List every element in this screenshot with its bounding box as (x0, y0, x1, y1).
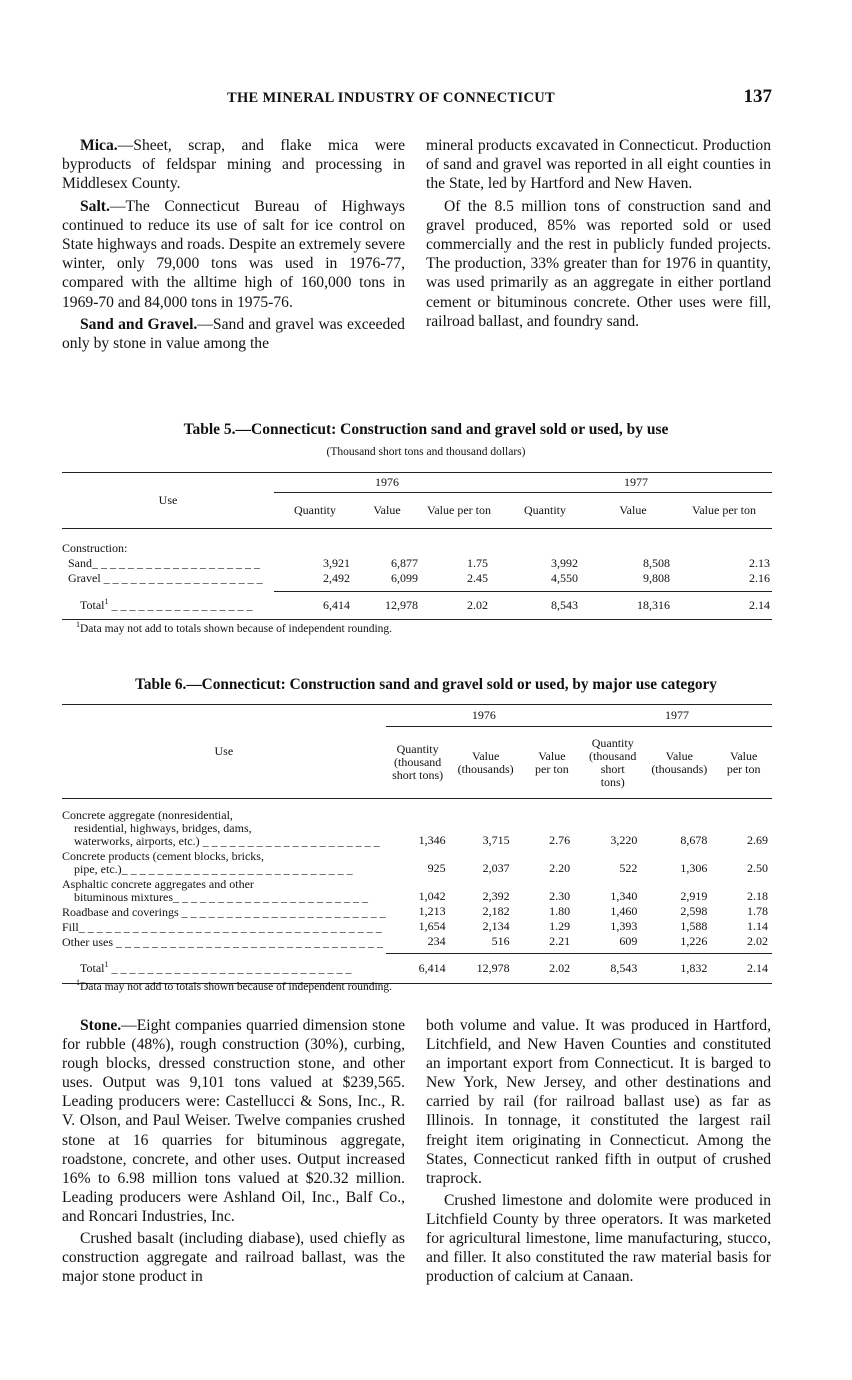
cell: 2.14 (749, 598, 770, 612)
cell: 2.45 (467, 570, 488, 585)
sand-gravel-continued: mineral products excavated in Connecticut. Production of sand and gravel was reported in all eight counties in the State, led by Hartford and New Haven. (426, 137, 771, 193)
cell: 2.13 (749, 555, 770, 570)
cell: 3,992 (551, 555, 578, 570)
table-row (62, 556, 772, 571)
running-title: THE MINERAL INDUSTRY OF CONNECTICUT (227, 90, 555, 106)
table5-col-vpt-1976: Value per ton (418, 493, 500, 529)
row-label: Other uses _ _ _ _ _ _ _ _ _ _ _ _ _ _ _ _ _ _ _ _ _ _ _ _ _ _ _ _ _ _ (62, 934, 383, 949)
cell: 12,978 (476, 961, 510, 975)
cell: 2,919 (680, 888, 708, 903)
row-label: Sand_ _ _ _ _ _ _ _ _ _ _ _ _ _ _ _ _ _ _ (68, 555, 260, 570)
table5-col-quantity-1977: Quantity (500, 493, 590, 529)
cell: 234 (427, 933, 446, 948)
table6-col-vpt-1977: Value per ton (715, 727, 772, 799)
table5-group-label: Construction: (62, 540, 128, 555)
sand-gravel-paragraph: Sand and Gravel.—Sand and gravel was exceeded only by stone in value among the (62, 315, 405, 353)
table5-col-value-1976: Value (356, 493, 418, 529)
table-row (62, 876, 772, 904)
row-label: Gravel _ _ _ _ _ _ _ _ _ _ _ _ _ _ _ _ _ _ (68, 570, 263, 585)
cell: 8,678 (680, 832, 708, 847)
stone-paragraph: Stone.—Eight companies quarried dimension stone for rubble (48%), rough construction (30%), curbing, rough blocks, dressed construction stone, and other uses. Output was 9,101 tons valued at $239,565. Leading producers were: Castellucci & Sons, Inc., R. V. Olson, and Paul Weiser. Twelve companies crushed stone at 16 quarries for bituminous aggregate, roadstone, concrete, and other uses. Output increased 16% to 6.98 million tons valued at $20.32 million. Leading producers were Ashland Oil, Inc., Balf Co., and Roncari Industries, Inc. (62, 1017, 405, 1225)
cell: 2.18 (747, 888, 768, 903)
row-label: Concrete aggregate (nonresidential, residential, highways, bridges, dams, waterworks, airports, etc.) _ _ _ _ _ _ _ _ _ _ _ _ _ _ _ _ _ _ _ _ (62, 807, 380, 848)
cell: 2,037 (482, 860, 510, 875)
table5-footnote: $^1$Data may not add to totals shown because of independent rounding. (76, 620, 393, 635)
cell: 1.14 (747, 918, 768, 933)
cell: 2.02 (467, 598, 488, 612)
table6-footnote: $^1$Data may not add to totals shown because of independent rounding. (76, 978, 393, 993)
mica-paragraph: Mica.—Sheet, scrap, and flake mica were byproducts of feldspar mining and processing in Middlesex County. (62, 137, 405, 193)
cell: 6,877 (391, 555, 418, 570)
row-label: Total$^1$ _ _ _ _ _ _ _ _ _ _ _ _ _ _ _ _ _ _ _ _ _ _ _ _ _ _ _ (80, 960, 352, 976)
cell: 2.76 (549, 832, 571, 847)
cell: 1,306 (680, 860, 708, 875)
table6-col-quantity-1976: Quantity (thousand short tons) (386, 727, 450, 799)
cell: 8,508 (643, 555, 670, 570)
cell: 1.29 (549, 918, 571, 933)
cell: 609 (619, 933, 638, 948)
cell: 18,316 (637, 598, 670, 612)
page-number: 137 (743, 86, 772, 107)
cell: 2.50 (747, 860, 768, 875)
table6-col-value-1976: Value (thousands) (450, 727, 522, 799)
table5-year-1976: 1976 (274, 473, 500, 493)
cell: 925 (427, 860, 446, 875)
construction-sand-paragraph: Of the 8.5 million tons of construction sand and gravel produced, 85% was reported sold or used commercially and the rest in publicly funded projects. The production, 33% greater than for 1976 in quantity, was used primarily as an aggregate in either portland cement or bituminous concrete. Other uses were fill, railroad ballast, and foundry sand. (426, 197, 771, 330)
cell: 1,654 (418, 918, 446, 933)
table5-caption: Table 5.—Connecticut: Construction sand and gravel sold or used, by use (183, 421, 669, 438)
table-row (62, 571, 772, 586)
basalt-continued-paragraph: both volume and value. It was produced in Hartford, Litchfield, and New Haven Counties and constituted an important export from Connecticut. It is barged to New York, New Jersey, and other destinations and carried by rail (for railroad ballast use) as far as Illinois. In tonnage, it constituted the largest rail freight item originating in Connecticut. Among the States, Connecticut ranked fifth in output of crushed traprock. (426, 1017, 771, 1187)
cell: 2,392 (482, 888, 510, 903)
cell: 3,921 (323, 555, 350, 570)
table5-group-row (62, 541, 772, 556)
table-row (62, 809, 772, 848)
cell: 1,340 (610, 888, 638, 903)
table-row (62, 919, 772, 934)
table6-year-1976: 1976 (386, 705, 582, 727)
cell: 1,832 (680, 961, 708, 975)
cell: 516 (491, 933, 510, 948)
salt-paragraph: Salt.—The Connecticut Bureau of Highways continued to reduce its use of salt for ice control on State highways and roads. Despite an extremely severe winter, only 79,000 tons was used in 1976-77, compared with the alltime high of 160,000 tons in 1969-70 and 84,000 tons in 1975-76. (62, 197, 405, 311)
table5 (62, 472, 772, 620)
cell: 1,346 (418, 832, 446, 847)
cell: 1.78 (747, 903, 768, 918)
cell: 6,099 (391, 570, 418, 585)
cell: 1.75 (467, 555, 488, 570)
table6 (62, 704, 772, 984)
table5-year-1977: 1977 (500, 473, 772, 493)
top-left-column (62, 136, 405, 356)
cell: 1.80 (549, 903, 571, 918)
cell: 2.69 (747, 832, 768, 847)
row-label: Concrete products (cement blocks, bricks, pipe, etc.)_ _ _ _ _ _ _ _ _ _ _ _ _ _ _ _ _ _ _ _ _ _ _ _ _ _ (62, 848, 353, 876)
table-row (62, 848, 772, 876)
table6-col-value-1977: Value (thousands) (643, 727, 715, 799)
cell: 8,543 (551, 598, 578, 612)
crushed-basalt-paragraph: Crushed basalt (including diabase), used chiefly as construction aggregate and railroad ballast, was the major stone product in (62, 1230, 405, 1286)
cell: 2,134 (482, 918, 510, 933)
row-label: Fill_ _ _ _ _ _ _ _ _ _ _ _ _ _ _ _ _ _ _ _ _ _ _ _ _ _ _ _ _ _ _ _ _ _ (62, 919, 382, 934)
table5-col-value-1977: Value (590, 493, 676, 529)
cell: 2,598 (680, 903, 708, 918)
cell: 2.02 (747, 933, 768, 948)
table5-use-header: Use (62, 473, 274, 529)
cell: 8,543 (610, 961, 638, 975)
cell: 3,220 (610, 832, 638, 847)
top-right-column (426, 136, 771, 334)
cell: 2.21 (549, 933, 571, 948)
cell: 6,414 (418, 961, 446, 975)
table6-col-quantity-1977: Quantity (thousand short tons) (582, 727, 643, 799)
cell: 1,588 (680, 918, 708, 933)
cell: 2.02 (549, 961, 571, 975)
table5-col-vpt-1977: Value per ton (676, 493, 772, 529)
table6-year-1977: 1977 (582, 705, 772, 727)
page-header (62, 86, 772, 112)
table6-col-vpt-1976: Value per ton (522, 727, 582, 799)
cell: 522 (619, 860, 638, 875)
bottom-left-column (62, 1016, 405, 1289)
cell: 1,393 (610, 918, 638, 933)
table5-subtitle: (Thousand short tons and thousand dollars) (326, 446, 526, 458)
cell: 1,460 (610, 903, 638, 918)
cell: 4,550 (551, 570, 578, 585)
cell: 3,715 (482, 832, 510, 847)
cell: 1,042 (418, 888, 446, 903)
cell: 2.20 (549, 860, 571, 875)
table-row (62, 934, 772, 949)
cell: 2.14 (747, 961, 768, 975)
cell: 12,978 (385, 598, 418, 612)
table5-total-row (62, 592, 772, 620)
row-label: Asphaltic concrete aggregates and other bituminous mixtures_ _ _ _ _ _ _ _ _ _ _ _ _ _ _ _ _ _ _ _ _ _ (62, 876, 368, 904)
row-label: Total$^1$ _ _ _ _ _ _ _ _ _ _ _ _ _ _ _ _ (80, 597, 253, 613)
cell: 2.16 (749, 570, 770, 585)
cell: 2,492 (323, 570, 350, 585)
cell: 2.30 (549, 888, 571, 903)
cell: 6,414 (323, 598, 350, 612)
cell: 1,226 (680, 933, 708, 948)
cell: 1,213 (418, 903, 446, 918)
table6-caption: Table 6.—Connecticut: Construction sand and gravel sold or used, by major use category (135, 676, 717, 693)
bottom-right-column (426, 1016, 771, 1289)
table5-col-quantity-1976: Quantity (274, 493, 356, 529)
table6-use-header: Use (62, 705, 386, 799)
table-row (62, 904, 772, 919)
cell: 2,182 (482, 903, 510, 918)
cell: 9,808 (643, 570, 670, 585)
limestone-paragraph: Crushed limestone and dolomite were produced in Litchfield County by three operators. It was marketed for agricultural limestone, lime manufacturing, stucco, and filler. It also constituted the raw material basis for production of calcium at Canaan. (426, 1191, 771, 1286)
row-label: Roadbase and coverings _ _ _ _ _ _ _ _ _ _ _ _ _ _ _ _ _ _ _ _ _ _ _ (62, 904, 386, 919)
